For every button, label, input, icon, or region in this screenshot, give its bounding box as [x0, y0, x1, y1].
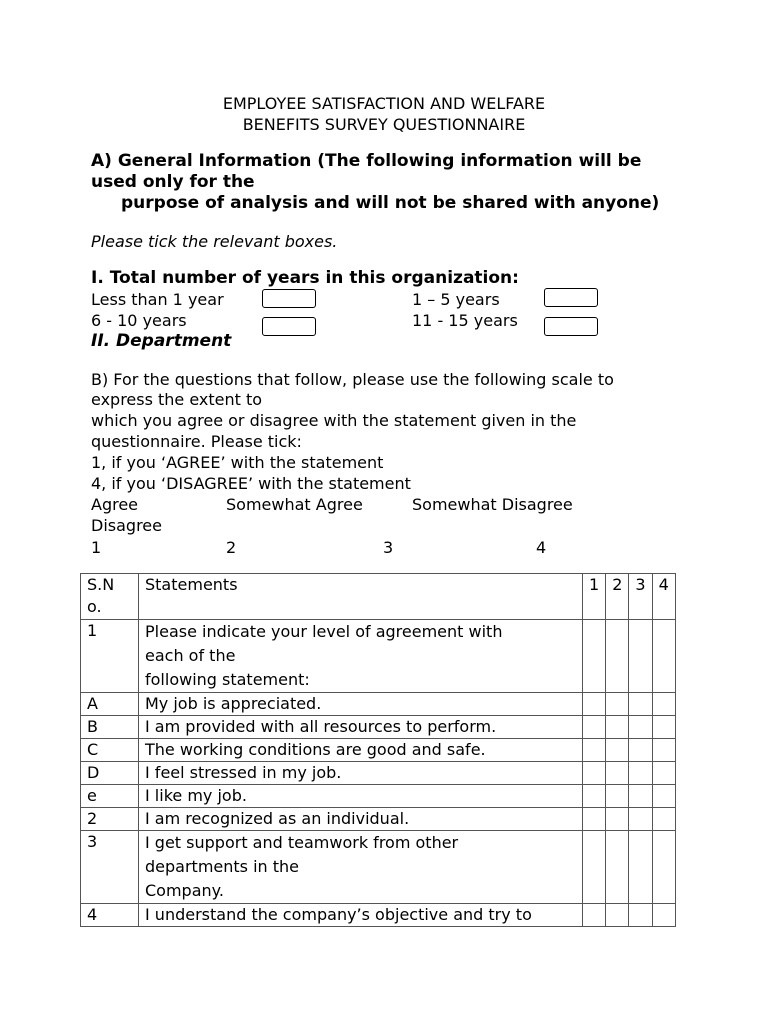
scale-number-1: 1 — [91, 538, 102, 557]
score-cell-4[interactable] — [652, 739, 675, 762]
score-cell-3[interactable] — [629, 762, 652, 785]
section-b-line4: questionnaire. Please tick: — [91, 432, 302, 451]
table-header-row — [81, 574, 676, 620]
score-cell-4[interactable] — [652, 831, 675, 904]
statement-line: I understand the company’s objective and try to — [145, 905, 532, 924]
row-statement — [139, 739, 583, 762]
row-sn: A — [81, 693, 139, 716]
score-cell-1[interactable] — [583, 904, 606, 927]
table-row — [81, 762, 676, 785]
scale-number-4: 4 — [536, 538, 547, 557]
section-b-line2: express the extent to — [91, 390, 263, 409]
header-sn — [81, 574, 139, 620]
option-label-6-10: 6 - 10 years — [91, 311, 187, 330]
score-cell-1[interactable] — [583, 762, 606, 785]
score-cell-4[interactable] — [652, 716, 675, 739]
table-row — [81, 831, 676, 904]
score-cell-1[interactable] — [583, 620, 606, 693]
row-statement — [139, 808, 583, 831]
score-cell-2[interactable] — [606, 785, 629, 808]
scale-label-somewhat-disagree: Somewhat Disagree — [412, 495, 573, 514]
row-statement — [139, 904, 583, 927]
header-score-3: 3 — [629, 574, 652, 620]
row-statement — [139, 620, 583, 693]
header-sn-line1: S.N — [87, 575, 115, 594]
statement-line: following statement: — [145, 670, 310, 689]
score-cell-1[interactable] — [583, 808, 606, 831]
row-statement — [139, 831, 583, 904]
statement-line: The working conditions are good and safe. — [145, 740, 486, 759]
section-b-line5: 1, if you ‘AGREE’ with the statement — [91, 453, 384, 472]
score-cell-2[interactable] — [606, 808, 629, 831]
score-cell-2[interactable] — [606, 762, 629, 785]
score-cell-2[interactable] — [606, 716, 629, 739]
checkbox-1-5[interactable] — [544, 288, 598, 307]
score-cell-2[interactable] — [606, 620, 629, 693]
score-cell-4[interactable] — [652, 762, 675, 785]
statement-line: each of the — [145, 646, 236, 665]
statement-line: I feel stressed in my job. — [145, 763, 342, 782]
document-title-line2: BENEFITS SURVEY QUESTIONNAIRE — [242, 115, 526, 134]
q2-heading: II. Department — [91, 331, 232, 351]
statement-line: I like my job. — [145, 786, 247, 805]
row-sn: D — [81, 762, 139, 785]
score-cell-3[interactable] — [629, 716, 652, 739]
score-cell-3[interactable] — [629, 831, 652, 904]
table-row — [81, 739, 676, 762]
table-row — [81, 904, 676, 927]
scale-label-somewhat-agree: Somewhat Agree — [226, 495, 363, 514]
checkbox-6-10[interactable] — [262, 317, 316, 336]
section-a-heading: A) General Information (The following information will be — [91, 151, 642, 171]
section-a-heading-purpose: purpose of analysis and will not be shared with anyone) — [121, 193, 660, 213]
statement-line: Please indicate your level of agreement with — [145, 622, 503, 641]
score-cell-3[interactable] — [629, 904, 652, 927]
header-sn-line2: o. — [87, 597, 102, 616]
score-cell-2[interactable] — [606, 739, 629, 762]
instruction-text: Please tick the relevant boxes. — [91, 232, 338, 251]
scale-number-3: 3 — [383, 538, 394, 557]
option-label-1-5: 1 – 5 years — [412, 290, 500, 309]
scale-label-agree: Agree — [91, 495, 139, 514]
score-cell-4[interactable] — [652, 904, 675, 927]
scale-label-disagree: Disagree — [91, 516, 162, 535]
checkbox-11-15[interactable] — [544, 317, 598, 336]
statement-line: I am provided with all resources to perform. — [145, 717, 497, 736]
document-title-line1: EMPLOYEE SATISFACTION AND WELFARE — [222, 94, 546, 113]
score-cell-4[interactable] — [652, 693, 675, 716]
score-cell-4[interactable] — [652, 620, 675, 693]
score-cell-1[interactable] — [583, 693, 606, 716]
section-b-line6: 4, if you ‘DISAGREE’ with the statement — [91, 474, 411, 493]
score-cell-4[interactable] — [652, 808, 675, 831]
row-statement — [139, 762, 583, 785]
score-cell-3[interactable] — [629, 739, 652, 762]
statement-line: My job is appreciated. — [145, 694, 322, 713]
checkbox-less-than-1[interactable] — [262, 289, 316, 308]
row-statement — [139, 693, 583, 716]
header-score-4: 4 — [652, 574, 675, 620]
row-statement — [139, 785, 583, 808]
option-label-11-15: 11 - 15 years — [412, 311, 518, 330]
score-cell-4[interactable] — [652, 785, 675, 808]
scale-number-2: 2 — [226, 538, 237, 557]
score-cell-3[interactable] — [629, 620, 652, 693]
score-cell-3[interactable] — [629, 808, 652, 831]
score-cell-1[interactable] — [583, 785, 606, 808]
header-score-1: 1 — [583, 574, 606, 620]
section-b-line1: B) For the questions that follow, please use the following scale to — [91, 370, 614, 389]
row-sn: e — [81, 785, 139, 808]
row-sn: B — [81, 716, 139, 739]
score-cell-1[interactable] — [583, 716, 606, 739]
table-row — [81, 620, 676, 693]
option-label-less-than-1: Less than 1 year — [91, 290, 224, 309]
score-cell-2[interactable] — [606, 904, 629, 927]
row-statement — [139, 716, 583, 739]
q1-heading: I. Total number of years in this organization: — [91, 268, 519, 288]
score-cell-1[interactable] — [583, 831, 606, 904]
score-cell-3[interactable] — [629, 693, 652, 716]
table-row — [81, 716, 676, 739]
row-sn: 3 — [81, 831, 139, 904]
header-statements: Statements — [139, 574, 583, 620]
row-sn: 1 — [81, 620, 139, 693]
statement-line: Company. — [145, 881, 224, 900]
statement-line: departments in the — [145, 857, 300, 876]
statement-line: I get support and teamwork from other — [145, 833, 459, 852]
score-cell-2[interactable] — [606, 831, 629, 904]
section-b-line3: which you agree or disagree with the statement given in the — [91, 411, 577, 430]
score-cell-1[interactable] — [583, 739, 606, 762]
table-row — [81, 693, 676, 716]
row-sn: 4 — [81, 904, 139, 927]
statement-line: I am recognized as an individual. — [145, 809, 410, 828]
row-sn: C — [81, 739, 139, 762]
score-cell-2[interactable] — [606, 693, 629, 716]
table-row — [81, 785, 676, 808]
header-score-2: 2 — [606, 574, 629, 620]
section-a-heading-cont: used only for the — [91, 172, 255, 192]
survey-table — [80, 573, 676, 927]
score-cell-3[interactable] — [629, 785, 652, 808]
row-sn: 2 — [81, 808, 139, 831]
table-row — [81, 808, 676, 831]
